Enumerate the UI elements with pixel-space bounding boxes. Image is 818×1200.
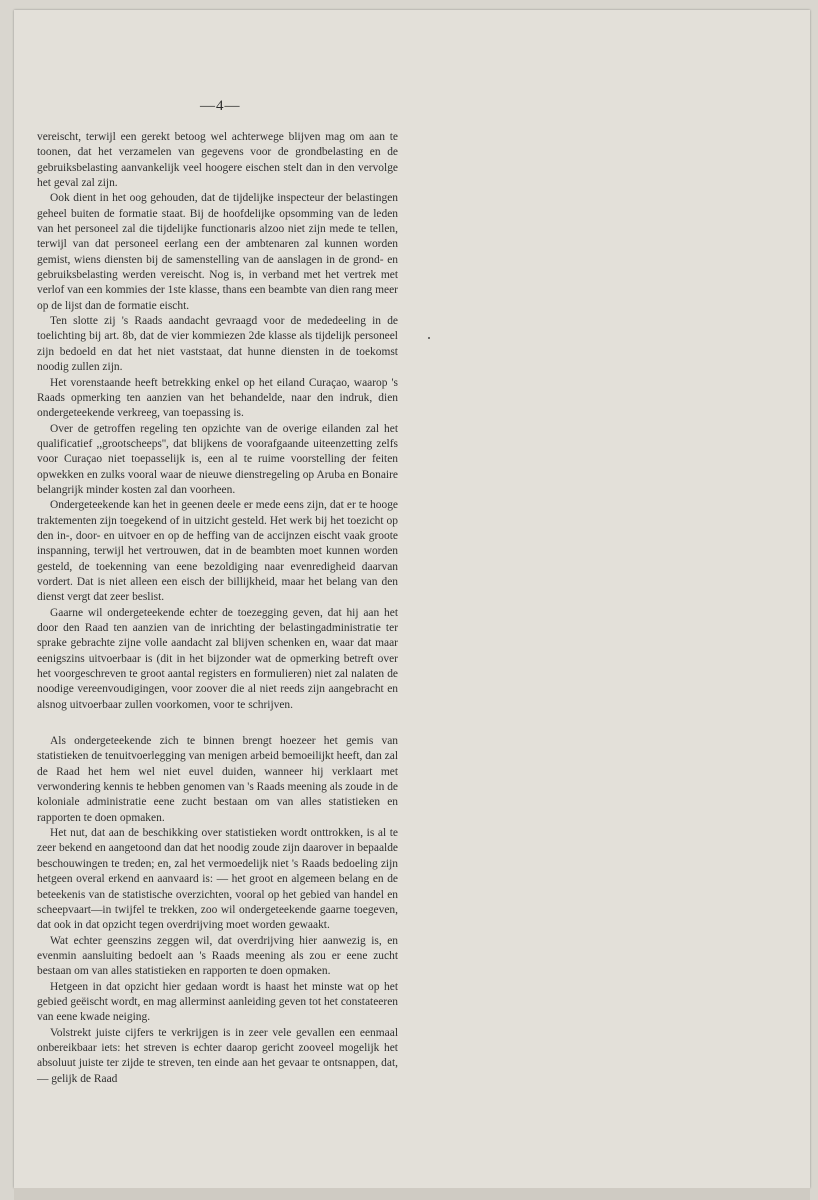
paragraph-1: vereischt, terwijl een gerekt betoog wel achterwege blijven mag om aan te toonen, dat het verzamelen van gegevens voor de grondbelasting en de gebruiksbelasting aanvankelijk veel hoogere eischen stelt dan in den vervolge het geval zal zijn.	[37, 131, 398, 190]
section-gap	[37, 713, 398, 734]
paragraph-3: Ten slotte zij 's Raads aandacht gevraagd voor de mededeeling in de toelichting bij art. 8b, dat de vier kommiezen 2de klasse als tijdelijk personeel zijn bedoeld en dat het niet vaststaat, dat hunne diensten in de toekomst noodig zullen zijn.	[37, 315, 398, 374]
paragraph-6: Ondergeteekende kan het in geenen deele er mede eens zijn, dat er te hooge traktementen zijn toegekend of in uitzicht gesteld. Het werk bij het toezicht op den in-, door- en uitvoer en op de heffing van de accijnzen eischt vaak groote inspanning, terwijl het vertrouwen, dat in de beambten moet kunnen worden gesteld, de toekenning van eene bezoldiging naar evenredigheid daarvan vordert. Dat is niet alleen een eisch der billijkheid, maar het belang van den dienst vergt dat zeer beslist.	[37, 499, 398, 604]
paragraph-10: Wat echter geenszins zeggen wil, dat overdrijving hier aanwezig is, en evenmin aansluiting bedoelt aan 's Raads meening als zou er eene zucht bestaan om van alles statistieken en rapporten te doen opmaken.	[37, 934, 398, 978]
paragraph-5: Over de getroffen regeling ten opzichte van de overige eilanden zal het qualificatief ,,grootscheeps'', dat blijkens de voorafgaande uiteenzetting zelfs voor Curaçao niet toepasselijk is, een al te ruime voorstelling der feiten opwekken en zulks vooral waar de nieuwe dienstregeling op Aruba en Bonaire belangrijk minder kosten zal dan voorheen.	[37, 422, 398, 496]
paragraph-7: Gaarne wil ondergeteekende echter de toezegging geven, dat hij aan het door den Raad ten aanzien van de inrichting der belastingadministratie ter sprake gebrachte zijne volle aandacht zal blijven schenken en, waar dat maar eenigszins uitvoerbaar is (dit in het bijzonder wat de opmerking betreft over het voorgeschreven te groot aantal registers en formulieren) niet zal nalaten de noodige vereenvoudigingen, voor zoover die al niet reeds zijn aangebracht en alsnog uitvoerbaar zullen voorkomen, voor te schrijven.	[37, 606, 398, 711]
paragraph-4: Het vorenstaande heeft betrekking enkel op het eiland Curaçao, waarop 's Raads opmerking ten aanzien van het behandelde, naar den indruk, dien ondergeteekende verkreeg, van toepassing is.	[37, 376, 398, 420]
paragraph-8: Als ondergeteekende zich te binnen brengt hoezeer het gemis van statistieken de tenuitvoerlegging van menigen arbeid bemoeilijkt heeft, dan zal de Raad het hem wel niet euvel duiden, wanneer hij verklaart met verwondering kennis te hebben genomen van 's Raads meening als zoude in de koloniale administratie eene zucht bestaan om van alles statistieken en rapporten te doen opmaken.	[37, 735, 398, 824]
paragraph-11: Hetgeen in dat opzicht hier gedaan wordt is haast het minste wat op het gebied geëischt wordt, en mag allerminst aanleiding geven tot het constateeren van eene kwade neiging.	[37, 980, 398, 1024]
page-bottom-edge	[14, 1188, 810, 1200]
page-number: —4—	[200, 98, 241, 114]
paragraph-12: Volstrekt juiste cijfers te verkrijgen is in zeer vele gevallen een eenmaal onbereikbaar iets: het streven is echter daarop gericht zooveel mogelijk het absoluut juiste ter zijde te streven, ten einde aan het gevaar te ontsnappen, dat, — gelijk de Raad	[37, 1026, 398, 1085]
paper-speck	[428, 337, 430, 339]
paragraph-9: Het nut, dat aan de beschikking over statistieken wordt onttrokken, is al te zeer bekend en aangetoond dan dat het noodig zoude zijn daarover in bepaalde beschouwingen te treden; en, zal het vermoedelijk niet 's Raads bedoeling zijn hetgeen overal erkend en aanvaard is: — het groot en algemeen belang en de beteekenis van de statistische overzichten, vooral op het gebied van handel en scheepvaart—in twijfel te trekken, zoo wil ondergeteekende gaarne toegeven, dat ook in dat opzicht tegen overdrijving moet worden gewaakt.	[37, 827, 398, 932]
text-column	[37, 130, 398, 1087]
paragraph-2: Ook dient in het oog gehouden, dat de tijdelijke inspecteur der belastingen geheel buiten de formatie staat. Bij de hoofdelijke opsomming van de leden van het personeel zal die tijdelijke functionaris alzoo niet zijn mede te tellen, terwijl van dat personeel eerlang een der ambtenaren zal kunnen worden gemist, wiens diensten bij de samenstelling van de aanslagen in de grond- en gebruiksbelasting werden vereischt. Nog is, in verband met het vertrek met verlof van een kommies der 1ste klasse, thans een beambte van dien rang meer op de lijst dan de formatie eischt.	[37, 192, 398, 312]
